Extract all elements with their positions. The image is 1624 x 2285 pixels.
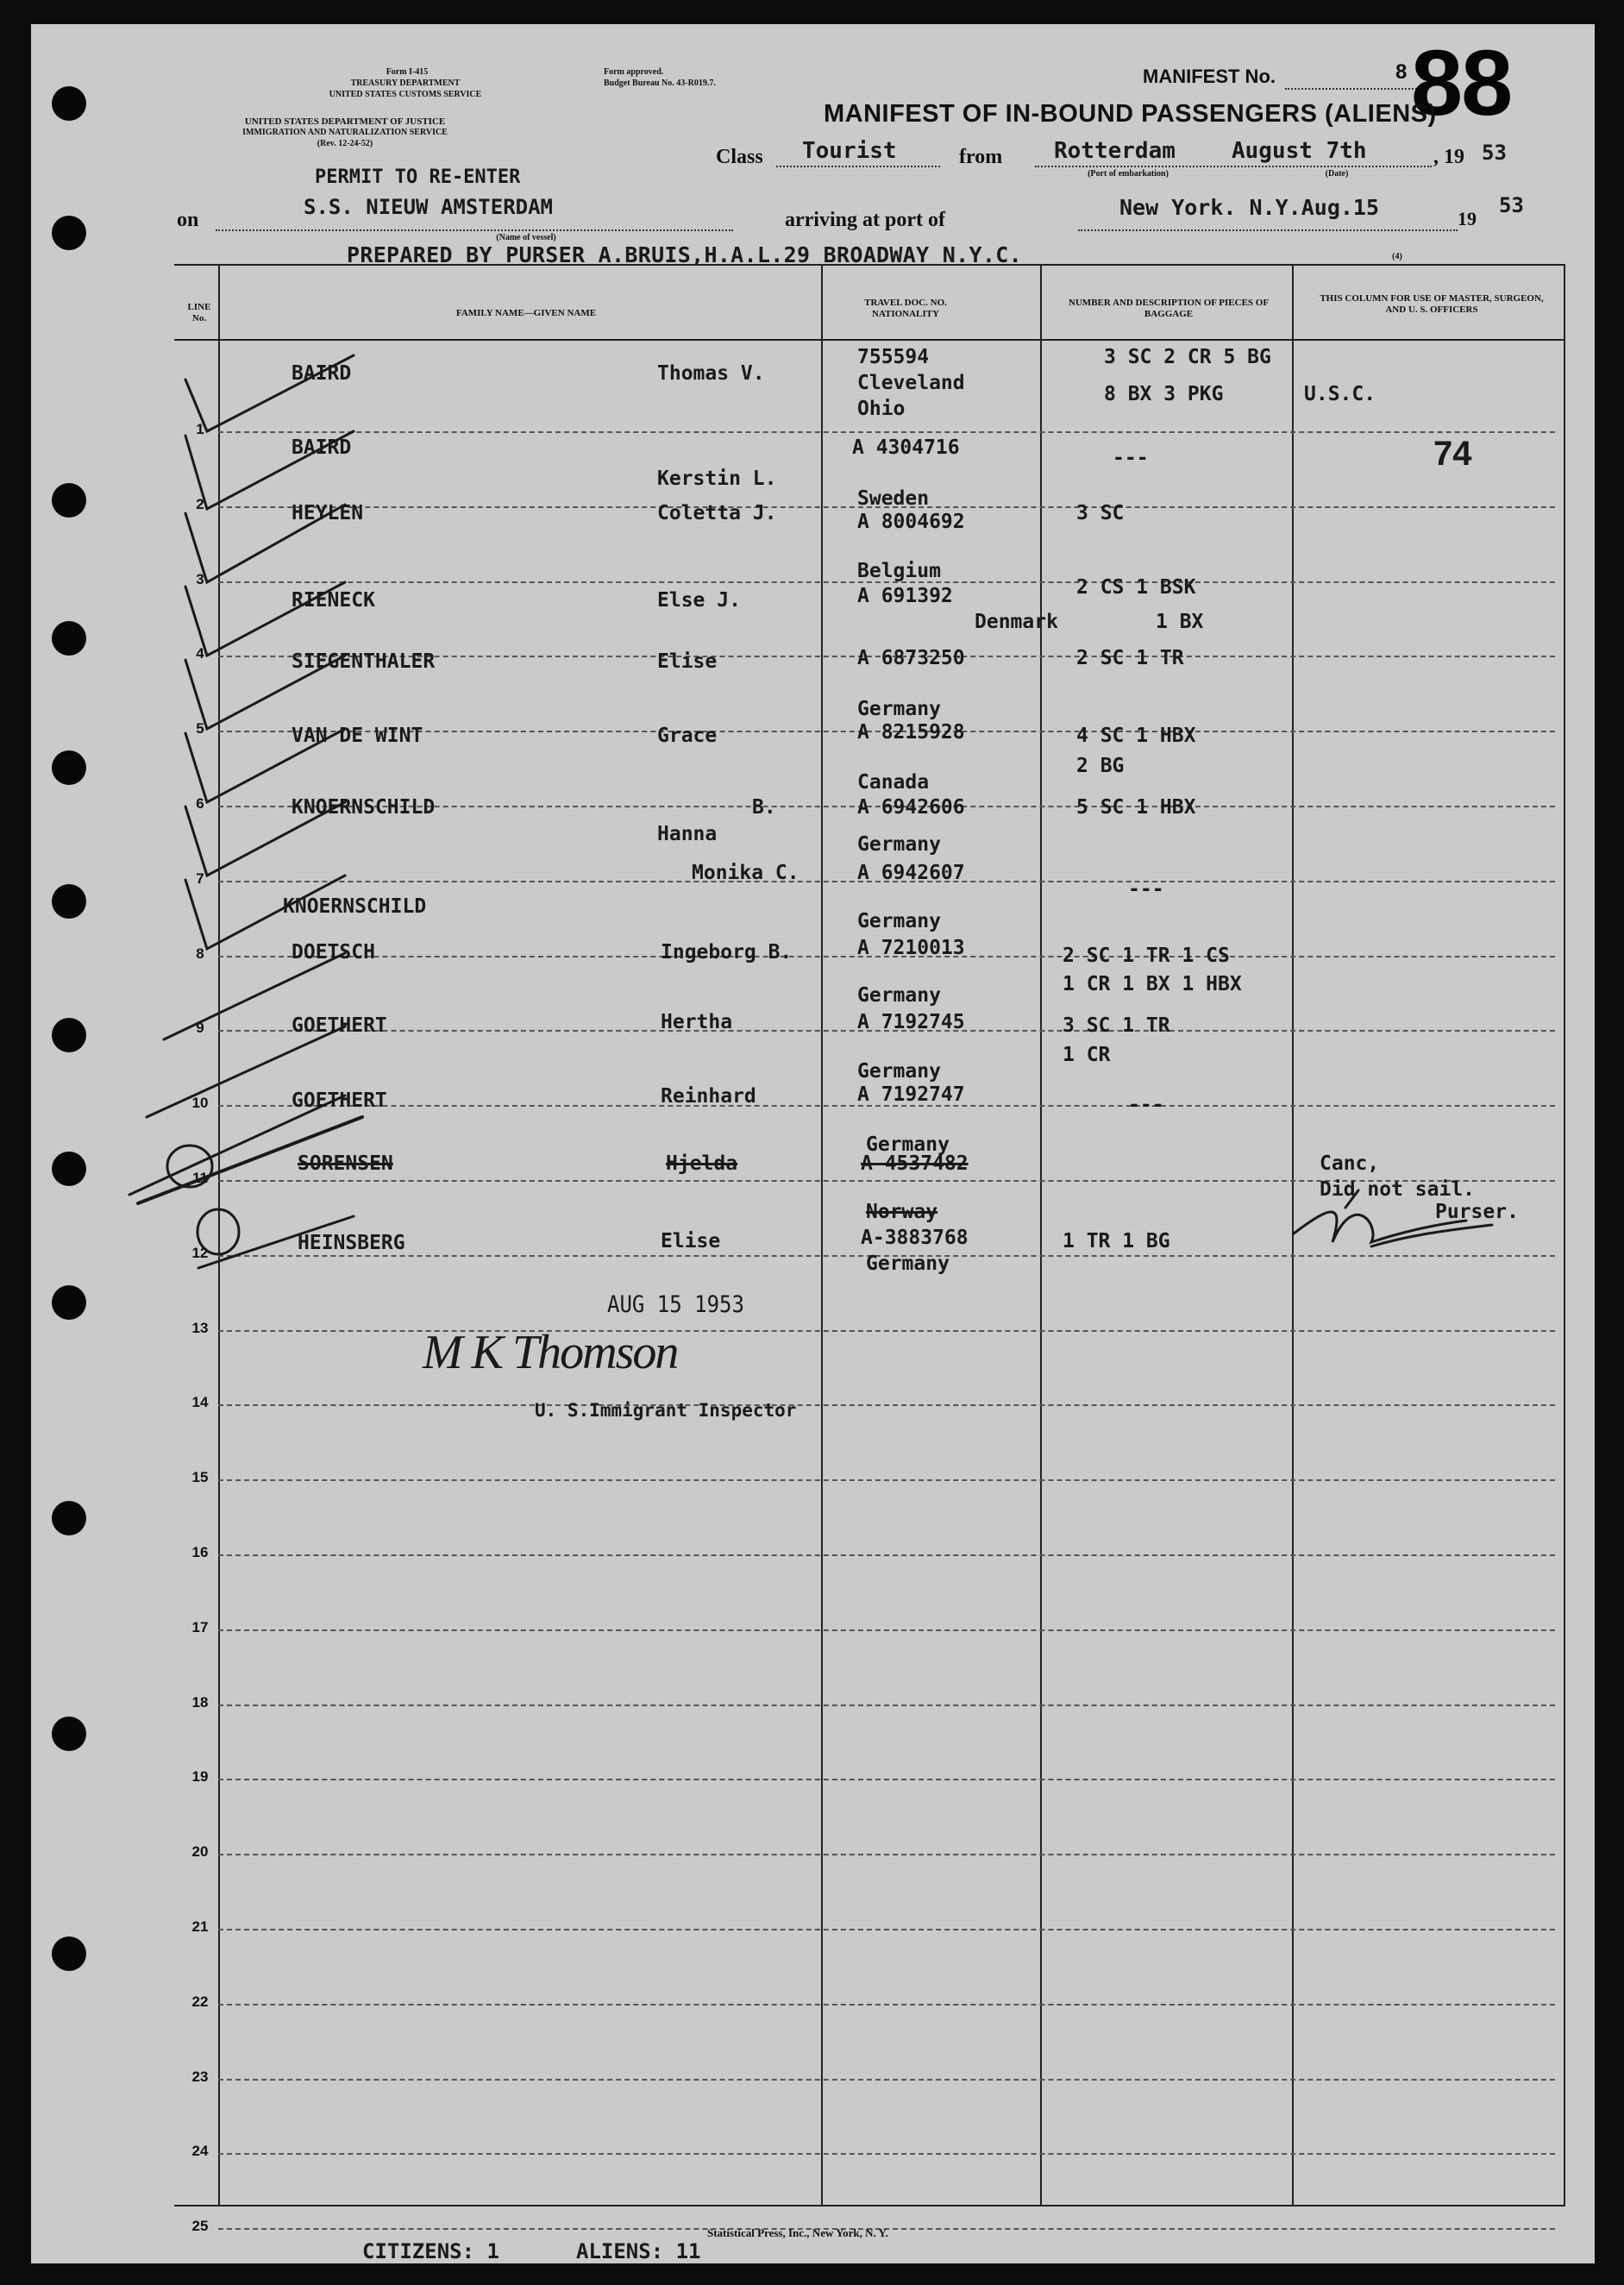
aliens-count: ALIENS: 11 (576, 2239, 701, 2263)
entry-given-name: Coletta J. (657, 502, 777, 524)
line-number: 25 (191, 2218, 209, 2235)
line-number: 16 (191, 1544, 209, 1560)
entry-nationality: Cleveland (857, 372, 965, 394)
manifest-big-number: 88 (1411, 30, 1512, 135)
class-value: Tourist (802, 138, 897, 164)
line-number: 3 (196, 570, 204, 587)
entry-given-name: Hanna (657, 823, 718, 845)
entry-family-name: KNOERNSCHILD (292, 796, 436, 819)
entry-officer-note: Purser. (1435, 1201, 1519, 1223)
col-head-officer: THIS COLUMN FOR USE OF MASTER, SURGEON, AND U. S. OFFICERS (1320, 293, 1544, 316)
entry-officer-note: 74 (1433, 435, 1472, 473)
purser-signature-mark (1294, 1190, 1492, 1246)
prepared-by: PREPARED BY PURSER A.BRUIS,H.A.L.29 BROADWAY N.Y.C. (347, 242, 1022, 267)
entry-nationality: Germany (857, 833, 941, 856)
entry-baggage: 2 SC 1 TR 1 CS (1063, 945, 1230, 967)
arrival-year-prefix: 19 (1458, 208, 1477, 229)
check-mark (147, 1026, 345, 1117)
col-head-doc: TRAVEL DOC. NO. NATIONALITY (864, 298, 947, 320)
entry-nationality: Germany (857, 698, 941, 720)
inspection-date-stamp: AUG 15 1953 (607, 1290, 744, 1318)
entry-given-name: Kerstin L. (657, 468, 777, 490)
col-head-name: FAMILY NAME—GIVEN NAME (455, 308, 597, 318)
entry-nationality: Germany (857, 1060, 941, 1083)
arriving-label: arriving at port of (785, 209, 945, 231)
class-label: Class (716, 146, 763, 168)
treasury-dept: TREASURY DEPARTMENT (350, 78, 461, 88)
line-number: 15 (191, 1469, 209, 1486)
entry-travel-doc: A 6873250 (857, 647, 965, 669)
check-mark (185, 729, 345, 802)
form-approved: Form approved. (604, 67, 664, 77)
citizens-count: CITIZENS: 1 (362, 2239, 499, 2263)
arrival-year-suffix: 53 (1499, 193, 1524, 217)
entry-baggage: 1 CR 1 BX 1 HBX (1063, 973, 1242, 995)
entry-travel-doc: A-3883768 (861, 1227, 969, 1249)
line-number: 20 (191, 1843, 209, 1861)
entry-travel-doc: A 8215928 (857, 721, 965, 744)
revision: (Rev. 12-24-52) (317, 139, 373, 148)
entry-given-name: Else J. (657, 589, 741, 612)
line-number: 10 (191, 1095, 209, 1112)
inspector-title: U. S.Immigrant Inspector (535, 1400, 797, 1421)
vessel-caption: (Name of vessel) (496, 233, 556, 242)
check-mark (185, 582, 345, 656)
entry-family-name: SIEGENTHALER (292, 650, 436, 673)
entry-nationality: Canada (857, 771, 930, 794)
vessel-name: S.S. NIEUW AMSTERDAM (304, 195, 553, 219)
line-number: 2 (196, 495, 204, 512)
line-number: 18 (191, 1693, 209, 1711)
entry-travel-doc: A 7210013 (857, 937, 965, 959)
line-number: 19 (191, 1768, 209, 1786)
entry-nationality: Belgium (857, 560, 941, 582)
entry-family-name: KNOERNSCHILD (283, 895, 427, 918)
line-number: 7 (196, 869, 204, 887)
entry-travel-doc: 755594 (857, 346, 930, 368)
entry-family-name: GOETHERT (292, 1014, 387, 1037)
entry-family-name: HEINSBERG (298, 1232, 405, 1254)
check-mark (164, 953, 345, 1039)
entry-given-name: Ingeborg B. (661, 941, 793, 964)
line-number: 5 (196, 720, 204, 738)
entry-given-name: Elise (661, 1230, 721, 1252)
entry-officer-note: Canc, (1320, 1152, 1380, 1175)
line-13-circle (198, 1209, 239, 1254)
inspector-signature: M K Thomson (423, 1326, 678, 1379)
line-number: 8 (196, 945, 204, 962)
entry-baggage: 8 BX 3 PKG (1104, 383, 1224, 405)
entry-family-name-struck: SORENSEN (298, 1152, 393, 1175)
entry-baggage: 2 BG (1076, 755, 1125, 777)
arrival-port: New York. N.Y.Aug.15 (1119, 195, 1380, 220)
line-number: 22 (191, 1993, 209, 2010)
budget-bureau: Budget Bureau No. 43-R019.7. (604, 78, 716, 88)
entry-travel-doc: A 7192747 (857, 1083, 965, 1106)
entry-travel-doc: A 8004692 (857, 511, 965, 533)
check-mark (185, 876, 345, 949)
check-mark (185, 802, 345, 876)
entry-nationality: Denmark (975, 611, 1058, 633)
line-number: 24 (191, 2143, 209, 2160)
entry-baggage: 2 SC 1 TR (1076, 647, 1184, 669)
check-mark (198, 1216, 354, 1268)
line-number: 6 (196, 795, 204, 812)
entry-baggage: 3 SC 1 TR (1063, 1014, 1170, 1037)
check-mark (185, 505, 345, 582)
year-suffix: 53 (1482, 141, 1507, 165)
line-number: 4 (196, 645, 204, 662)
entry-given-name: Monika C. (692, 862, 799, 884)
check-mark (185, 355, 354, 431)
ins-service: IMMIGRATION AND NATURALIZATION SERVICE (242, 128, 448, 137)
entry-family-name: VAN DE WINT (292, 725, 423, 747)
col-head-line: LINE No. (187, 302, 211, 324)
entry-travel-doc: A 4304716 (852, 436, 960, 459)
check-mark (185, 431, 354, 509)
entry-baggage: 2 CS 1 BSK (1076, 576, 1196, 599)
entry-given-name-struck: Hjelda (666, 1152, 738, 1175)
customs-service: UNITED STATES CUSTOMS SERVICE (329, 90, 482, 99)
entry-baggage: 4 SC 1 HBX (1076, 725, 1196, 747)
manifest-title: MANIFEST OF IN-BOUND PASSENGERS (ALIENS) (824, 100, 1437, 128)
entry-travel-doc: A 6942607 (857, 862, 965, 884)
line-number: 13 (191, 1319, 209, 1336)
entry-nationality: Germany (857, 984, 941, 1007)
entry-family-name: RIENECK (292, 589, 375, 612)
entry-baggage: 3 SC (1076, 502, 1125, 524)
justice-dept: UNITED STATES DEPARTMENT OF JUSTICE (244, 116, 446, 127)
from-label: from (959, 146, 1003, 168)
entry-given-name: Reinhard (661, 1085, 756, 1108)
entry-nationality: Sweden (857, 487, 930, 510)
entry-baggage: 5 SC 1 HBX (1076, 796, 1196, 819)
entry-travel-doc: A 6942606 (857, 796, 965, 819)
port-embarkation: Rotterdam (1054, 138, 1176, 164)
entry-nationality: Germany (866, 1252, 950, 1275)
manifest-no-label: MANIFEST No. (1143, 66, 1276, 87)
embark-date: August 7th (1232, 138, 1367, 164)
entry-baggage: 3 SC 2 CR 5 BG (1104, 346, 1271, 368)
note-4: (4) (1392, 252, 1402, 261)
entry-baggage: --- (1113, 447, 1149, 469)
line-number: 1 (196, 421, 204, 437)
entry-baggage: 1 TR 1 BG (1063, 1230, 1170, 1252)
entry-baggage: --- (1128, 1094, 1164, 1116)
entry-baggage: --- (1128, 878, 1164, 901)
line-number: 23 (191, 2068, 209, 2085)
entry-given-name: Grace (657, 725, 718, 747)
entry-family-name: BAIRD (292, 362, 352, 385)
manifest-small-number: 8 (1395, 60, 1408, 84)
check-mark (185, 656, 345, 729)
entry-given-name: Elise (657, 650, 718, 673)
on-label: on (177, 209, 199, 231)
line-number: 17 (191, 1618, 209, 1635)
entry-family-name: GOETHERT (292, 1089, 387, 1112)
port-caption: (Port of embarkation) (1088, 169, 1169, 179)
entry-travel-doc: A 7192745 (857, 1011, 965, 1033)
entry-nationality: Ohio (857, 398, 906, 420)
check-mark (138, 1117, 362, 1203)
printer-credit: Statistical Press, Inc., New York, N. Y. (707, 2226, 888, 2239)
col-head-bag: NUMBER AND DESCRIPTION OF PIECES OF BAGGAGE (1068, 298, 1270, 320)
line-number: 12 (191, 1244, 209, 1261)
entry-travel-doc: A 691392 (857, 585, 953, 607)
year-prefix: , 19 (1433, 146, 1464, 168)
line-number: 14 (191, 1394, 209, 1411)
entry-family-name: HEYLEN (292, 502, 364, 524)
entry-nationality: Germany (857, 910, 941, 932)
entry-family-name: BAIRD (292, 436, 352, 459)
entry-officer-note: Did not sail. (1320, 1178, 1476, 1201)
form-id: Form I-415 (386, 67, 429, 77)
entry-baggage: 1 BX (1156, 611, 1204, 633)
entry-travel-doc-struck: A 4537482 (861, 1152, 969, 1175)
line-number: 9 (196, 1020, 204, 1037)
entry-officer-note: U.S.C. (1304, 383, 1376, 405)
line-number: 11 (192, 1170, 208, 1186)
date-caption: (Date) (1325, 169, 1349, 179)
entry-family-name: DOETSCH (292, 941, 375, 964)
entry-nationality: Germany (866, 1133, 950, 1156)
entry-nationality-struck: Norway (866, 1201, 938, 1223)
line-number: 21 (191, 1918, 209, 1935)
permit-to-reenter: PERMIT TO RE-ENTER (315, 166, 521, 188)
entry-baggage: 1 CR (1063, 1044, 1111, 1066)
entry-given-name: Hertha (661, 1011, 733, 1033)
entry-given-name: Thomas V. (657, 362, 765, 385)
entry-given-initial: B. (752, 796, 776, 819)
